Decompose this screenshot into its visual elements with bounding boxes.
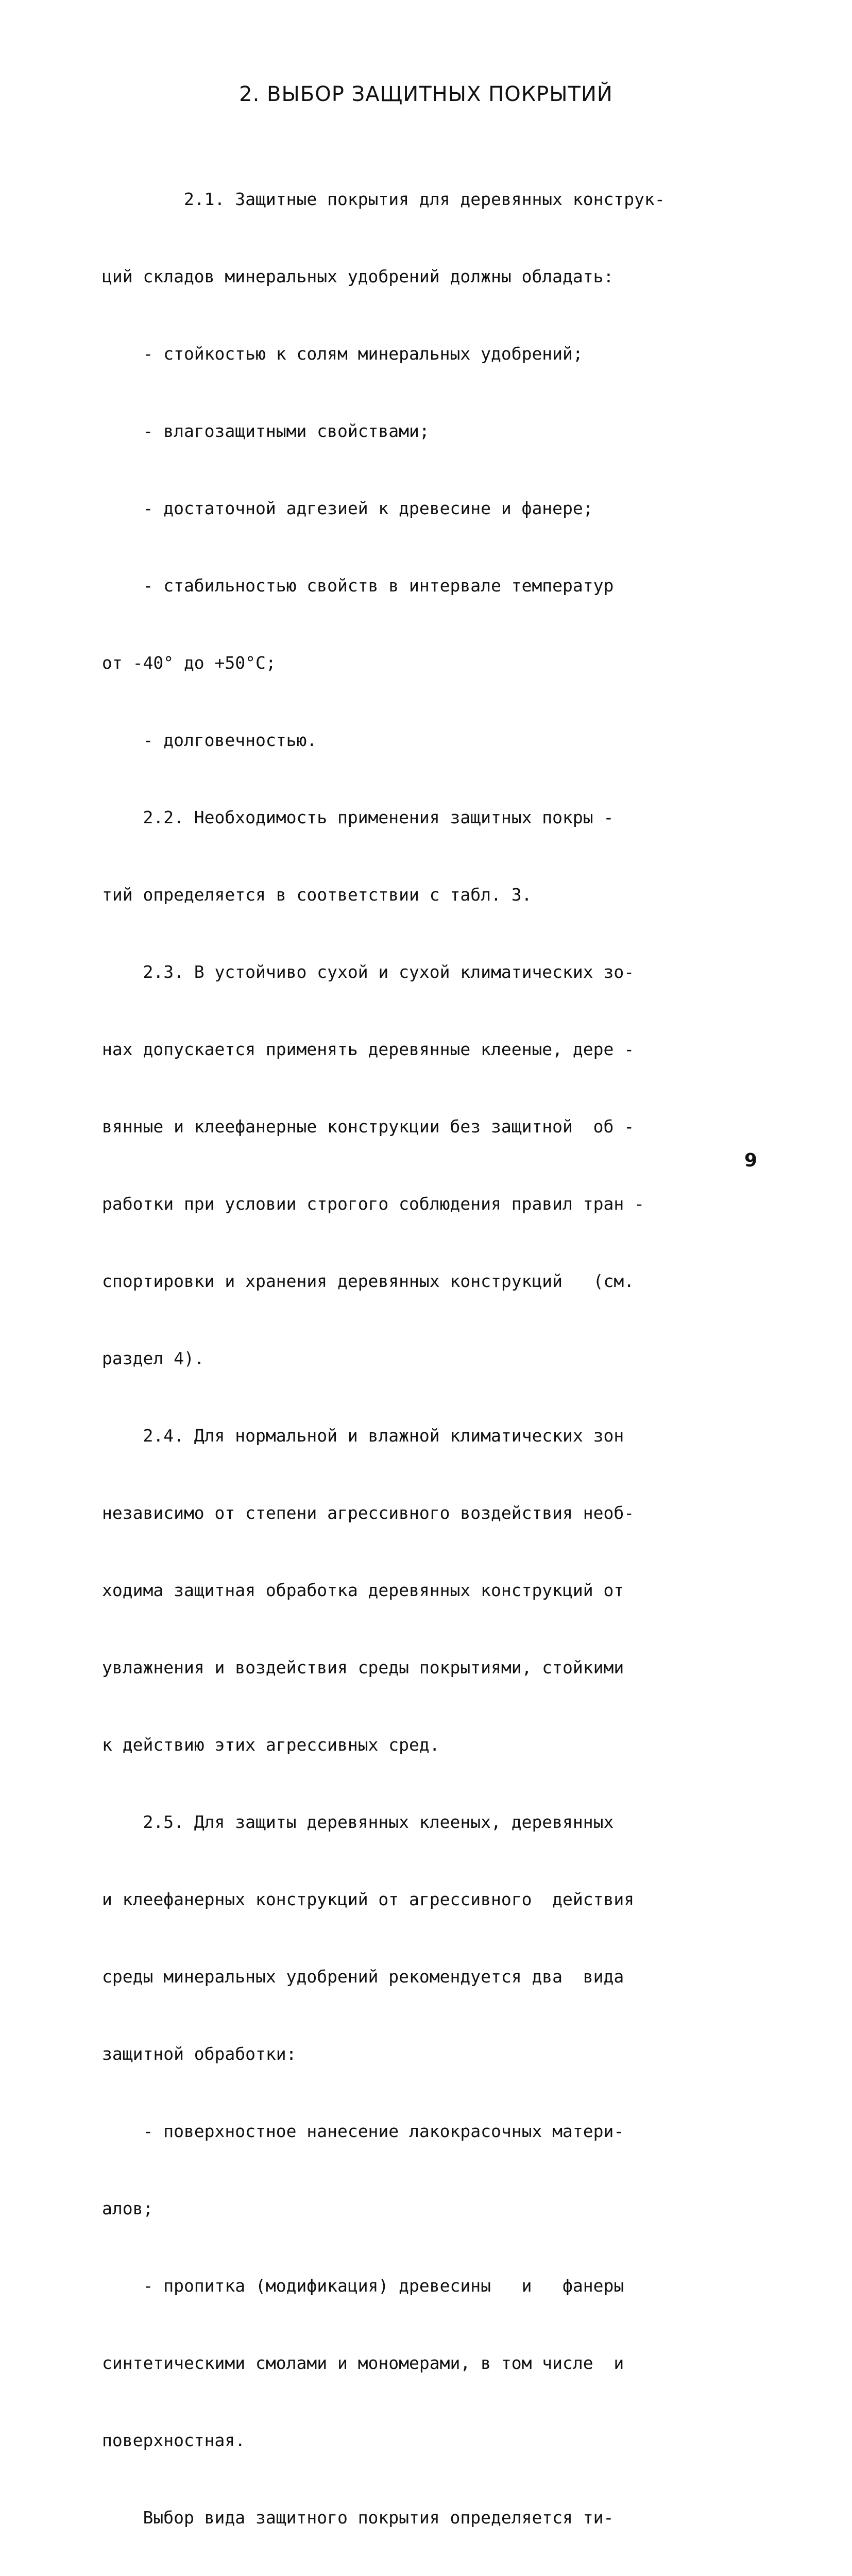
text-line: от -40° до +50°С;	[102, 653, 276, 673]
text-line: 2.4. Для нормальной и влажной климатических зон	[102, 1426, 624, 1446]
text-line: - достаточной адгезией к древесине и фанере;	[102, 498, 593, 518]
text-line: нах допускается применять деревянные клееные, дере -	[102, 1039, 635, 1059]
text-line: ций складов минеральных удобрений должны обладать:	[102, 266, 614, 286]
text-line: - влагозащитными свойствами;	[102, 421, 430, 441]
text-line: независимо от степени агрессивного воздействия необ-	[102, 1503, 635, 1523]
text-line: к действию этих агрессивных сред.	[102, 1735, 440, 1755]
text-line: 2.2. Необходимость применения защитных покры -	[102, 807, 614, 827]
text-line: вянные и клеефанерные конструкции без защитной об -	[102, 1116, 635, 1137]
text-line: 2.3. В устойчиво сухой и сухой климатических зо-	[102, 962, 635, 982]
section-title: 2. ВЫБОР ЗАЩИТНЫХ ПОКРЫТИЙ	[239, 82, 613, 106]
text-line: раздел 4).	[102, 1348, 205, 1368]
text-line: среды минеральных удобрений рекомендуется два вида	[102, 1967, 624, 1987]
text-line: - стойкостью к солям минеральных удобрений;	[102, 344, 583, 364]
text-line: - поверхностное нанесение лакокрасочных матери-	[102, 2121, 624, 2141]
text-line: 2.5. Для защиты деревянных клееных, деревянных	[102, 1812, 614, 1832]
text-line: синтетическими смолами и мономерами, в том числе и	[102, 2353, 624, 2373]
text-line: защитной обработки:	[102, 2044, 297, 2064]
body-text	[102, 135, 766, 2576]
text-line: ходима защитная обработка деревянных конструкций от	[102, 1580, 624, 1600]
text-line: 2.1. Защитные покрытия для деревянных конструк-	[102, 189, 665, 209]
text-line: - стабильностью свойств в интервале температур	[102, 575, 614, 596]
text-line: спортировки и хранения деревянных конструкций (см.	[102, 1271, 635, 1291]
text-line: тий определяется в соответствии с табл. 3.	[102, 885, 532, 905]
text-line: работки при условии строгого соблюдения правил тран -	[102, 1194, 644, 1214]
text-line: увлажнения и воздействия среды покрытиями, стойкими	[102, 1657, 624, 1677]
text-line: Выбор вида защитного покрытия определяется ти-	[102, 2507, 614, 2528]
text-line: - долговечностью.	[102, 730, 317, 750]
text-line: - пропитка (модификация) древесины и фанеры	[102, 2276, 624, 2296]
text-line: поверхностная.	[102, 2430, 246, 2450]
text-line: и клеефанерных конструкций от агрессивного действия	[102, 1889, 635, 1909]
text-line: алов;	[102, 2198, 154, 2218]
page-number: 9	[744, 1150, 757, 1171]
